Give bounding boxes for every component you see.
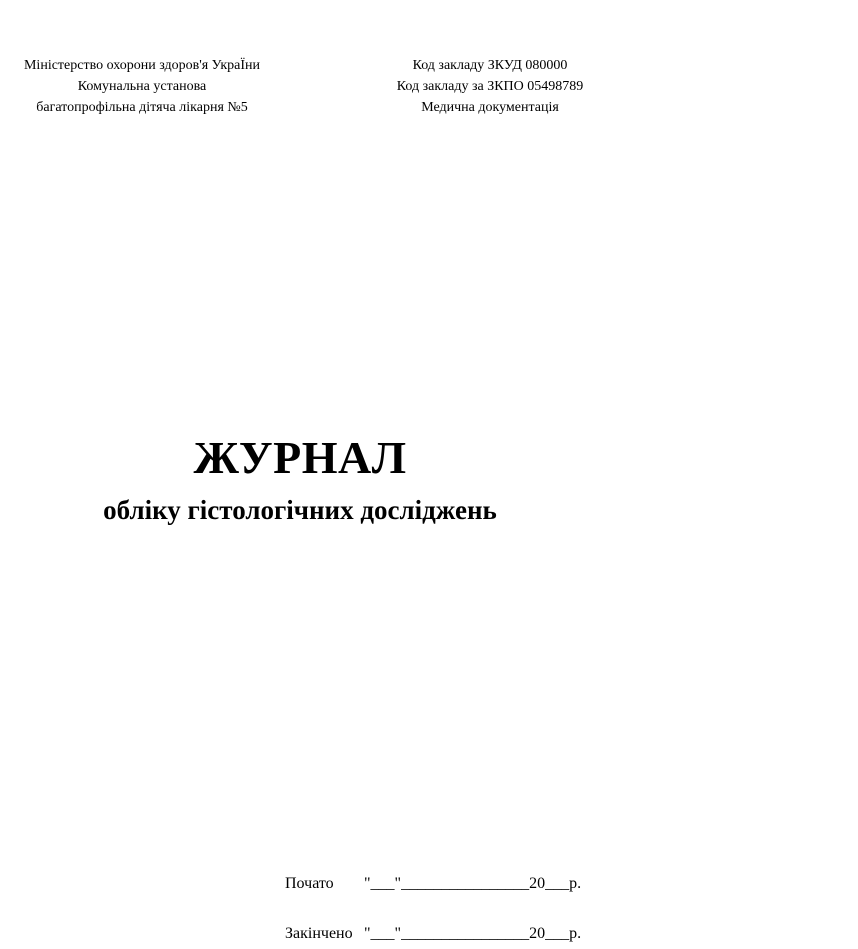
start-date-field: "___"________________20___р. [364, 875, 582, 892]
hospital-name: багатопрофільна дітяча лікарня №5 [36, 100, 248, 115]
header-left-block [0, 55, 284, 118]
end-date-label: Закінчено [285, 925, 353, 942]
document-type: Медична документація [421, 100, 559, 115]
zkud-code: Код закладу ЗКУД 080000 [412, 58, 568, 73]
zkpo-code: Код закладу за ЗКПО 05498789 [396, 79, 584, 94]
start-date-label: Почато [285, 875, 334, 892]
end-date-field: "___"________________20___р. [364, 925, 582, 942]
institution-type: Комунальна установа [77, 79, 207, 94]
ministry-name: Міністерство охорони здоров'я УкраЇни [23, 58, 261, 73]
journal-title: ЖУРНАЛ [193, 432, 407, 483]
start-date-line [285, 874, 581, 894]
journal-subtitle: обліку гістологічних досліджень [103, 495, 497, 525]
header-right-block [347, 55, 633, 118]
end-date-line [285, 924, 581, 944]
